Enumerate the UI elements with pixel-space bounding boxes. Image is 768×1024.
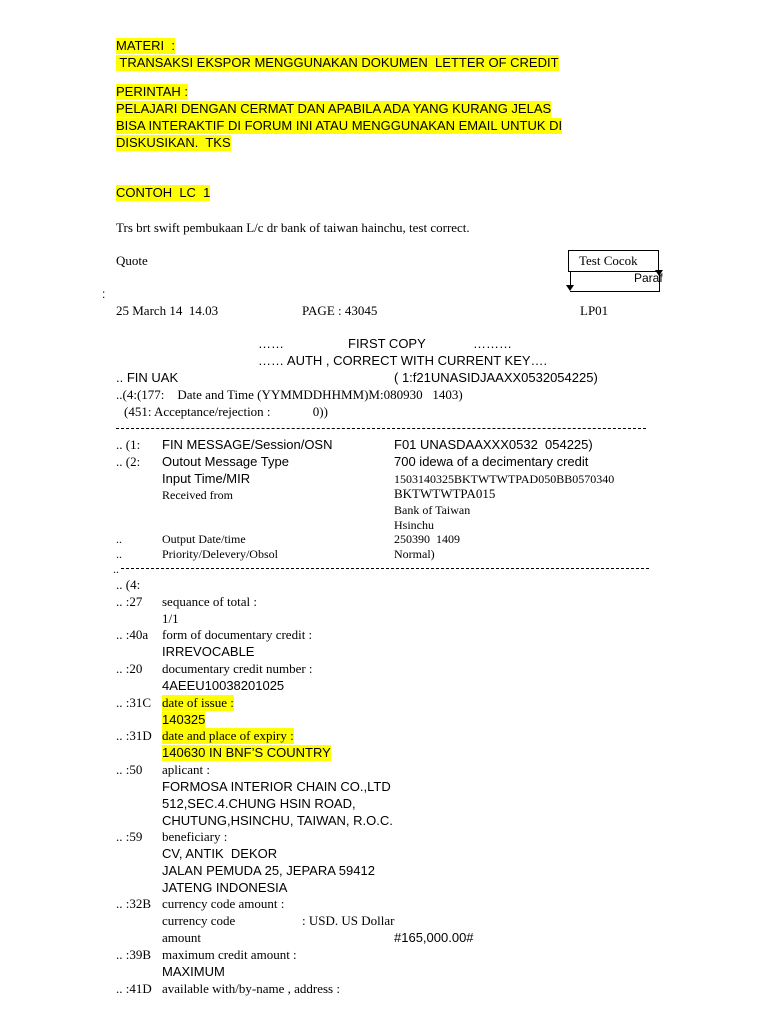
field-50-line-3: CHUTUNG,HSINCHU, TAIWAN, R.O.C. (162, 813, 393, 828)
field-39b-label: maximum credit amount : (162, 947, 297, 962)
currency-code-label: currency code (162, 913, 236, 928)
materi-label: MATERI : (116, 38, 175, 53)
perintah-line-3: DISKUSIKAN. TKS (116, 135, 231, 150)
session-value-8: Normal) (394, 547, 435, 561)
field-20-tag: .. :20 (116, 661, 143, 676)
quote-label: Quote (116, 253, 148, 268)
field-31c-label: date of issue : (162, 695, 234, 710)
session-prefix-8: .. (116, 547, 122, 561)
field-41d-label: available with/by-name , address : (162, 981, 340, 996)
field-40a-tag: .. :40a (116, 627, 149, 642)
msg-date: 25 March 14 14.03 (116, 303, 219, 318)
field-20-label: documentary credit number : (162, 661, 313, 676)
fin-uak-label: .. FIN UAK (116, 370, 179, 385)
field-59-line-1: CV, ANTIK DEKOR (162, 846, 278, 861)
field-41d-tag: .. :41D (116, 981, 152, 996)
bracket-line (570, 291, 660, 292)
field-31d-tag: .. :31D (116, 728, 152, 743)
session-value-2: 700 idewa of a decimentary credit (394, 454, 589, 469)
dots-mark: .. (113, 562, 119, 576)
field-50-tag: .. :50 (116, 762, 143, 777)
field-59-label: beneficiary : (162, 829, 228, 844)
field-40a-value: IRREVOCABLE (162, 644, 255, 659)
session-value-5: Bank of Taiwan (394, 503, 471, 517)
session-label-2: Outout Message Type (162, 454, 289, 469)
materi-title: TRANSAKSI EKSPOR MENGGUNAKAN DOKUMEN LETTER OF CREDIT (116, 55, 559, 70)
field-27-tag: .. :27 (116, 594, 143, 609)
paraf-label: Paraf (634, 271, 663, 285)
session-label-4: Received from (162, 488, 233, 502)
session-label-8: Priority/Delevery/Obsol (162, 547, 278, 561)
left-arrow-line (570, 272, 571, 286)
field-31d-value: 140630 IN BNF’S COUNTRY (162, 745, 331, 760)
session-value-6: Hsinchu (394, 518, 434, 532)
colon-mark: : (102, 287, 106, 301)
msg-code: LP01 (580, 303, 609, 318)
first-copy-dots-right: ……… (473, 336, 512, 351)
intro-text: Trs brt swift pembukaan L/c dr bank of taiwan hainchu, test correct. (116, 220, 470, 235)
field-31c-tag: .. :31C (116, 695, 152, 710)
session-prefix-1: .. (1: (116, 437, 141, 452)
field-40a-label: form of documentary credit : (162, 627, 313, 642)
field-59-tag: .. :59 (116, 829, 143, 844)
session-value-7: 250390 1409 (394, 532, 460, 546)
divider-1 (116, 428, 646, 429)
session-prefix-7: .. (116, 532, 122, 546)
field-39b-tag: .. :39B (116, 947, 152, 962)
field-50-line-2: 512,SEC.4.CHUNG HSIN ROAD, (162, 796, 356, 811)
field-27-value: 1/1 (162, 611, 179, 626)
field-32b-label: currency code amount : (162, 896, 285, 911)
field-31d-label: date and place of expiry : (162, 728, 294, 743)
acceptance-line: (451: Acceptance/rejection : 0)) (124, 404, 328, 419)
field-39b-value: MAXIMUM (162, 964, 225, 979)
perintah-line-1: PELAJARI DENGAN CERMAT DAN APABILA ADA YANG KURANG JELAS (116, 101, 552, 116)
fin-uak-value: ( 1:f21UNASIDJAAXX0532054225) (394, 370, 598, 385)
field-59-line-2: JALAN PEMUDA 25, JEPARA 59412 (162, 863, 375, 878)
test-cocok-label: Test Cocok (579, 253, 638, 268)
amount-value: #165,000.00# (394, 930, 474, 945)
session-label-1: FIN MESSAGE/Session/OSN (162, 437, 333, 452)
first-copy-dots-left: …… (258, 336, 284, 351)
session-value-1: F01 UNASDAAXXX0532 054225) (394, 437, 593, 452)
field-32b-tag: .. :32B (116, 896, 152, 911)
divider-2 (121, 568, 649, 569)
test-cocok-box (568, 250, 659, 272)
first-copy-label: FIRST COPY (348, 336, 426, 351)
session-value-3: 1503140325BKTWTWTPAD050BB0570340 (394, 472, 615, 486)
session-label-7: Output Date/time (162, 532, 246, 546)
field-31c-value: 140325 (162, 712, 206, 727)
field-20-value: 4AEEU10038201025 (162, 678, 285, 693)
date-time-line: ..(4:(177: Date and Time (YYMMDDHHMM)M:080930 1403) (116, 387, 463, 402)
session-label-3: Input Time/MIR (162, 471, 251, 486)
field-50-line-1: FORMOSA INTERIOR CHAIN CO.,LTD (162, 779, 391, 794)
auth-line: …… AUTH , CORRECT WITH CURRENT KEY…. (258, 353, 548, 368)
msg-page: PAGE : 43045 (302, 303, 378, 318)
perintah-label: PERINTAH : (116, 84, 188, 99)
session-value-4: BKTWTWTPA015 (394, 486, 496, 501)
currency-code-value: : USD. US Dollar (302, 913, 395, 928)
perintah-line-2: BISA INTERAKTIF DI FORUM INI ATAU MENGGUNAKAN EMAIL UNTUK DI (116, 118, 563, 133)
session-prefix-2: .. (2: (116, 454, 141, 469)
field-27-label: sequance of total : (162, 594, 257, 609)
field-50-label: aplicant : (162, 762, 211, 777)
field-59-line-3: JATENG INDONESIA (162, 880, 288, 895)
block-4-open: .. (4: (116, 577, 141, 592)
contoh-heading: CONTOH LC 1 (116, 185, 211, 200)
amount-label: amount (162, 930, 201, 945)
